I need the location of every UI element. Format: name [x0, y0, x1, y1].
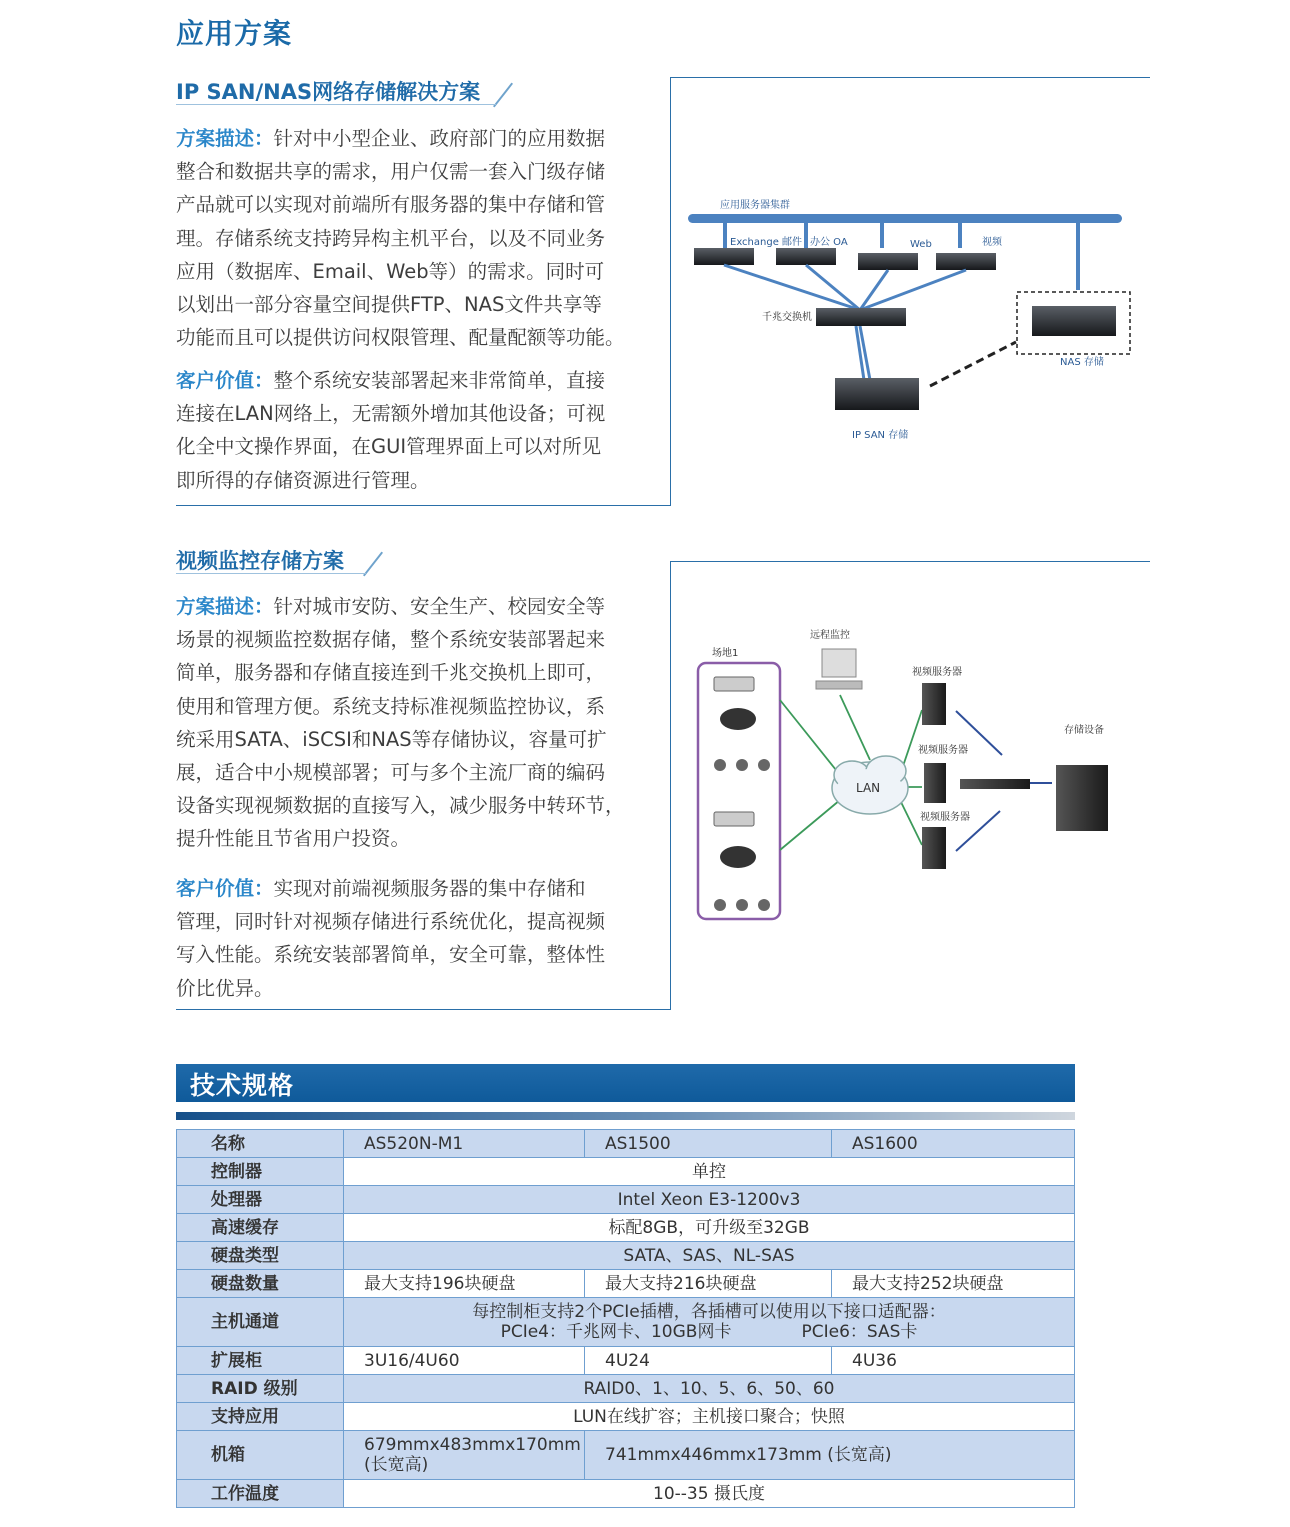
model-cell: AS520N-M1 — [344, 1130, 585, 1158]
switch-icon — [816, 308, 906, 326]
model-cell: AS1500 — [585, 1130, 832, 1158]
table-row: 支持应用 LUN在线扩容；主机接口聚合；快照 — [177, 1403, 1075, 1431]
section2-frame-bottom — [176, 1009, 671, 1010]
value-label: 客户价值： — [176, 877, 274, 900]
lan-label: LAN — [856, 781, 881, 795]
server-label-exchange: Exchange 邮件 — [730, 237, 803, 248]
video-surveillance-diagram — [690, 625, 1130, 925]
spec-table — [176, 1129, 1075, 1508]
ip-san-storage-icon — [835, 378, 919, 410]
table-row: 主机通道 每控制柜支持2个PCIe插槽，各插槽可以使用以下接口适配器： PCIe4：千兆网卡、10GB网卡 PCIe6：SAS卡 — [177, 1298, 1075, 1347]
desc-label: 方案描述： — [176, 595, 274, 618]
section1-frame-top — [670, 77, 1150, 78]
table-row: 高速缓存 标配8GB，可升级至32GB — [177, 1214, 1075, 1242]
remote-label: 远程监控 — [810, 630, 850, 641]
camera-icons — [714, 677, 770, 911]
section2-frame-left — [670, 561, 671, 1009]
section1-frame-bottom — [176, 505, 671, 506]
server-rack-icons — [694, 248, 996, 270]
value-label: 客户价值： — [176, 369, 274, 392]
table-row: 工作温度 10--35 摄氏度 — [177, 1480, 1075, 1508]
switch-label: 千兆交换机 — [762, 312, 812, 323]
section2-description: 方案描述：针对城市安防、安全生产、校园安全等 场景的视频监控数据存储，整个系统安装部署起来 简单，服务器和存储直接连到千兆交换机上即可， 使用和管理方便。系统支持标准视频监控协议，系 统采用SATA、iSCSI和NAS等存储协议，容量可扩 展，适合中小规模部署；可与多个主流厂商的编码 设备实现视频数据的直接写入，减少服务中转环节， 提升性能且节省用户投资。 — [176, 595, 625, 851]
storage-device-icon — [1056, 765, 1108, 831]
cluster-label: 应用服务器集群 — [720, 200, 790, 211]
desc-label: 方案描述： — [176, 127, 274, 150]
site-label: 场地1 — [712, 648, 739, 659]
nas-link — [930, 342, 1016, 386]
video-server-icon — [922, 683, 946, 725]
table-row: RAID 级别 RAID0、1、10、5、6、50、60 — [177, 1375, 1075, 1403]
spec-gradient-bar — [176, 1112, 1075, 1120]
video-server-label-2: 视频服务器 — [918, 745, 968, 756]
title-underline — [176, 104, 496, 105]
table-row: 机箱 679mmx483mmx170mm (长宽高) 741mmx446mmx173mm (长宽高) — [177, 1431, 1075, 1480]
keyboard-icon — [816, 681, 862, 689]
table-row — [177, 1130, 1075, 1158]
section2-value: 客户价值：实现对前端视频服务器的集中存储和 管理，同时针对视频存储进行系统优化，提高视频 写入性能。系统安装部署简单，安全可靠，整体性 价比优异。 — [176, 877, 606, 1000]
server-label-oa: 办公 OA — [810, 237, 848, 248]
title-underline — [176, 573, 366, 574]
video-server-icon — [924, 763, 946, 803]
section1-description: 方案描述：针对中小型企业、政府部门的应用数据 整合和数据共享的需求，用户仅需一套入门级存储 产品就可以实现对前端所有服务器的集中存储和管 理。存储系统支持跨异构主机平台，以及不同业务 应用（数据库、Email、Web等）的需求。同时可 以划出一部分容量空间提供FTP、NAS文件共享等 功能而且可以提供访问权限管理、配量配额等功能。 — [176, 127, 625, 350]
ip-san-label: IP SAN 存储 — [852, 430, 909, 441]
monitor-icon — [822, 649, 856, 677]
table-row: 硬盘数量 最大支持196块硬盘 最大支持216块硬盘 最大支持252块硬盘 — [177, 1270, 1075, 1298]
section2-frame-top — [670, 561, 1150, 562]
nas-label: NAS 存储 — [1060, 357, 1104, 368]
video-server-icon — [922, 827, 946, 869]
server-label-web: Web — [910, 239, 932, 250]
table-row: 处理器 Intel Xeon E3-1200v3 — [177, 1186, 1075, 1214]
ip-san-nas-diagram — [680, 190, 1150, 450]
table-row: 扩展柜 3U16/4U60 4U24 4U36 — [177, 1347, 1075, 1375]
site-box — [698, 663, 780, 919]
storage-label: 存储设备 — [1064, 725, 1104, 736]
section1-value: 客户价值：整个系统安装部署起来非常简单，直接 连接在LAN网络上，无需额外增加其他设备；可视 化全中文操作界面，在GUI管理界面上可以对所见 即所得的存储资源进行管理。 — [176, 369, 606, 492]
section2-title: 视频监控存储方案 — [176, 549, 344, 573]
nas-storage-icon — [1032, 306, 1116, 336]
section1-frame-left — [670, 77, 671, 505]
spec-title-band — [176, 1064, 1075, 1102]
video-server-label-3: 视频服务器 — [920, 812, 970, 823]
spec-title: 技术规格 — [190, 1071, 295, 1100]
table-row: 硬盘类型 SATA、SAS、NL-SAS — [177, 1242, 1075, 1270]
table-row: 控制器 单控 — [177, 1158, 1075, 1186]
model-cell: AS1600 — [832, 1130, 1075, 1158]
section1-title: IP SAN/NAS网络存储解决方案 — [176, 80, 481, 104]
storage-switch-icon — [960, 779, 1030, 789]
row-label: 名称 — [177, 1130, 344, 1158]
server-label-video: 视频 — [982, 237, 1002, 248]
page-title: 应用方案 — [176, 17, 293, 50]
video-server-label-1: 视频服务器 — [912, 667, 962, 678]
cluster-bus — [688, 214, 1122, 223]
